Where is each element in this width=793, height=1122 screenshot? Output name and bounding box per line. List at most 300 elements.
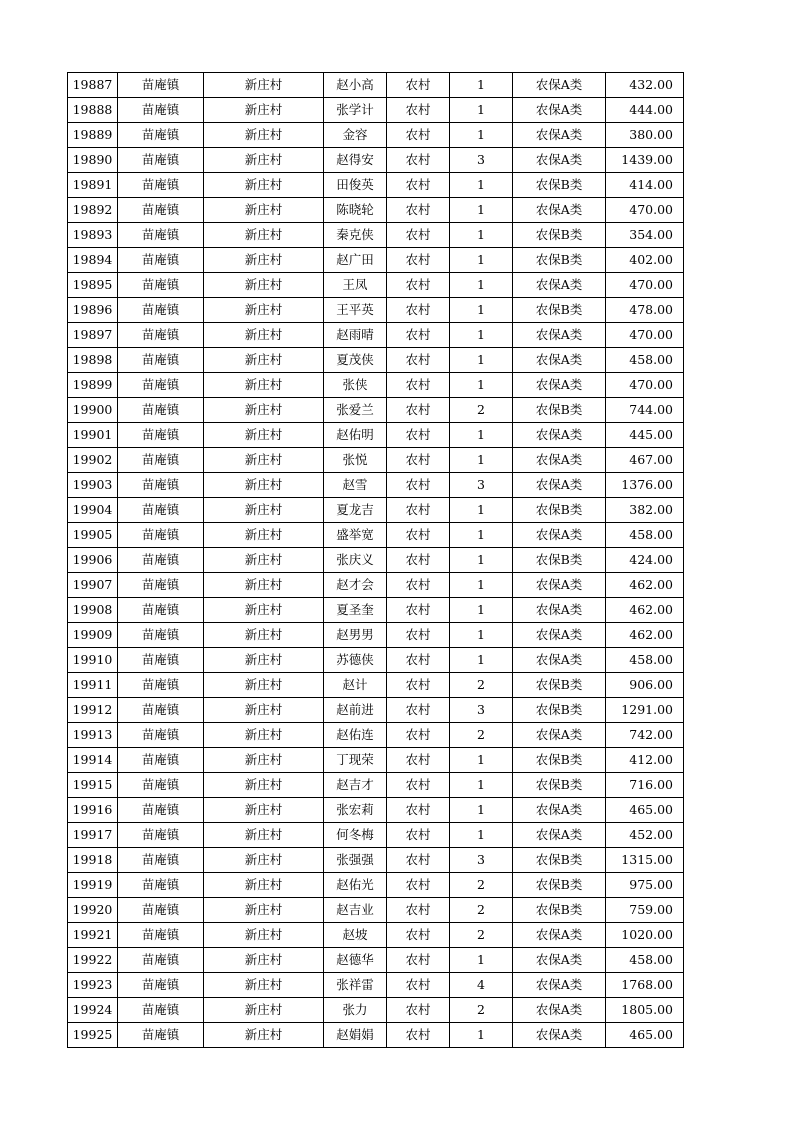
cell-amount: 462.00 [606,623,684,648]
table-row [68,148,684,173]
table-row [68,98,684,123]
table-row [68,823,684,848]
cell-id: 19890 [68,148,118,173]
table-row [68,523,684,548]
cell-town: 苗庵镇 [118,248,204,273]
cell-area: 农村 [387,523,450,548]
table-row [68,698,684,723]
cell-category: 农保A类 [513,73,606,98]
table-row [68,448,684,473]
cell-area: 农村 [387,673,450,698]
cell-area: 农村 [387,723,450,748]
cell-count: 1 [450,498,513,523]
cell-amount: 1020.00 [606,923,684,948]
cell-id: 19901 [68,423,118,448]
cell-category: 农保A类 [513,348,606,373]
cell-town: 苗庵镇 [118,448,204,473]
cell-area: 农村 [387,823,450,848]
cell-village: 新庄村 [204,348,324,373]
cell-count: 2 [450,398,513,423]
cell-area: 农村 [387,548,450,573]
cell-village: 新庄村 [204,673,324,698]
cell-id: 19914 [68,748,118,773]
cell-amount: 445.00 [606,423,684,448]
cell-count: 1 [450,573,513,598]
cell-amount: 412.00 [606,748,684,773]
cell-amount: 354.00 [606,223,684,248]
cell-village: 新庄村 [204,73,324,98]
cell-name: 赵佑明 [324,423,387,448]
cell-area: 农村 [387,323,450,348]
table-row [68,198,684,223]
cell-category: 农保A类 [513,573,606,598]
cell-count: 2 [450,923,513,948]
cell-id: 19898 [68,348,118,373]
cell-name: 王凤 [324,273,387,298]
cell-id: 19905 [68,523,118,548]
table-row [68,423,684,448]
cell-count: 2 [450,998,513,1023]
table-row [68,348,684,373]
cell-count: 2 [450,898,513,923]
cell-village: 新庄村 [204,423,324,448]
cell-village: 新庄村 [204,123,324,148]
cell-count: 2 [450,673,513,698]
cell-village: 新庄村 [204,473,324,498]
cell-area: 农村 [387,848,450,873]
cell-category: 农保B类 [513,548,606,573]
cell-id: 19907 [68,573,118,598]
cell-amount: 1805.00 [606,998,684,1023]
cell-area: 农村 [387,698,450,723]
cell-village: 新庄村 [204,923,324,948]
cell-count: 1 [450,348,513,373]
cell-village: 新庄村 [204,948,324,973]
cell-name: 张祥雷 [324,973,387,998]
cell-town: 苗庵镇 [118,773,204,798]
cell-amount: 470.00 [606,373,684,398]
table-row [68,173,684,198]
cell-amount: 380.00 [606,123,684,148]
cell-village: 新庄村 [204,898,324,923]
cell-count: 1 [450,948,513,973]
cell-amount: 458.00 [606,648,684,673]
cell-count: 1 [450,623,513,648]
cell-area: 农村 [387,248,450,273]
cell-category: 农保B类 [513,673,606,698]
cell-count: 3 [450,698,513,723]
cell-count: 3 [450,148,513,173]
cell-town: 苗庵镇 [118,698,204,723]
cell-area: 农村 [387,98,450,123]
cell-village: 新庄村 [204,173,324,198]
cell-amount: 465.00 [606,798,684,823]
cell-town: 苗庵镇 [118,523,204,548]
cell-village: 新庄村 [204,723,324,748]
cell-name: 赵佑光 [324,873,387,898]
cell-town: 苗庵镇 [118,798,204,823]
cell-id: 19891 [68,173,118,198]
cell-id: 19903 [68,473,118,498]
table-row [68,123,684,148]
cell-amount: 458.00 [606,523,684,548]
cell-amount: 424.00 [606,548,684,573]
cell-area: 农村 [387,748,450,773]
cell-name: 盛举宽 [324,523,387,548]
cell-village: 新庄村 [204,748,324,773]
cell-area: 农村 [387,773,450,798]
cell-town: 苗庵镇 [118,973,204,998]
table-row [68,748,684,773]
table-row [68,373,684,398]
cell-name: 赵佑连 [324,723,387,748]
cell-town: 苗庵镇 [118,98,204,123]
cell-amount: 458.00 [606,948,684,973]
table-row [68,623,684,648]
cell-id: 19902 [68,448,118,473]
cell-village: 新庄村 [204,598,324,623]
cell-amount: 470.00 [606,198,684,223]
cell-count: 1 [450,373,513,398]
cell-town: 苗庵镇 [118,148,204,173]
cell-town: 苗庵镇 [118,123,204,148]
cell-name: 赵雪 [324,473,387,498]
cell-name: 赵吉才 [324,773,387,798]
cell-amount: 470.00 [606,323,684,348]
cell-village: 新庄村 [204,773,324,798]
cell-village: 新庄村 [204,698,324,723]
cell-category: 农保A类 [513,373,606,398]
cell-id: 19912 [68,698,118,723]
cell-count: 1 [450,423,513,448]
cell-id: 19925 [68,1023,118,1048]
cell-area: 农村 [387,648,450,673]
cell-category: 农保A类 [513,923,606,948]
cell-area: 农村 [387,73,450,98]
cell-village: 新庄村 [204,623,324,648]
table-row [68,223,684,248]
cell-town: 苗庵镇 [118,423,204,448]
cell-category: 农保A类 [513,448,606,473]
cell-amount: 467.00 [606,448,684,473]
cell-name: 苏德侠 [324,648,387,673]
cell-village: 新庄村 [204,798,324,823]
cell-village: 新庄村 [204,248,324,273]
cell-category: 农保B类 [513,698,606,723]
cell-count: 1 [450,98,513,123]
cell-town: 苗庵镇 [118,998,204,1023]
table-row [68,648,684,673]
cell-id: 19887 [68,73,118,98]
cell-category: 农保A类 [513,998,606,1023]
cell-name: 赵德华 [324,948,387,973]
cell-name: 赵雨晴 [324,323,387,348]
cell-id: 19923 [68,973,118,998]
cell-amount: 759.00 [606,898,684,923]
cell-count: 1 [450,798,513,823]
cell-name: 张力 [324,998,387,1023]
cell-amount: 1768.00 [606,973,684,998]
cell-town: 苗庵镇 [118,948,204,973]
cell-id: 19917 [68,823,118,848]
cell-town: 苗庵镇 [118,748,204,773]
cell-village: 新庄村 [204,523,324,548]
table-row [68,548,684,573]
cell-town: 苗庵镇 [118,648,204,673]
cell-name: 赵得安 [324,148,387,173]
cell-category: 农保A类 [513,148,606,173]
cell-name: 张学计 [324,98,387,123]
cell-category: 农保A类 [513,823,606,848]
cell-village: 新庄村 [204,448,324,473]
table-row [68,398,684,423]
cell-count: 1 [450,823,513,848]
cell-id: 19894 [68,248,118,273]
table-body [68,73,684,1048]
cell-category: 农保A类 [513,198,606,223]
cell-count: 4 [450,973,513,998]
cell-category: 农保A类 [513,423,606,448]
cell-name: 夏龙吉 [324,498,387,523]
table-row [68,773,684,798]
cell-town: 苗庵镇 [118,623,204,648]
cell-name: 金容 [324,123,387,148]
cell-category: 农保B类 [513,173,606,198]
cell-area: 农村 [387,473,450,498]
table-row [68,573,684,598]
cell-town: 苗庵镇 [118,923,204,948]
cell-area: 农村 [387,1023,450,1048]
cell-id: 19899 [68,373,118,398]
cell-village: 新庄村 [204,373,324,398]
cell-name: 赵男男 [324,623,387,648]
cell-town: 苗庵镇 [118,173,204,198]
cell-town: 苗庵镇 [118,473,204,498]
cell-count: 1 [450,1023,513,1048]
cell-village: 新庄村 [204,273,324,298]
cell-amount: 478.00 [606,298,684,323]
cell-amount: 462.00 [606,598,684,623]
cell-category: 农保A类 [513,723,606,748]
cell-count: 1 [450,123,513,148]
cell-town: 苗庵镇 [118,898,204,923]
cell-name: 赵小高 [324,73,387,98]
cell-amount: 1376.00 [606,473,684,498]
cell-town: 苗庵镇 [118,873,204,898]
cell-amount: 470.00 [606,273,684,298]
cell-name: 夏圣奎 [324,598,387,623]
cell-town: 苗庵镇 [118,573,204,598]
cell-id: 19908 [68,598,118,623]
cell-id: 19889 [68,123,118,148]
cell-name: 王平英 [324,298,387,323]
table-row [68,948,684,973]
cell-category: 农保A类 [513,323,606,348]
cell-id: 19911 [68,673,118,698]
cell-id: 19921 [68,923,118,948]
cell-name: 赵计 [324,673,387,698]
cell-category: 农保B类 [513,748,606,773]
cell-id: 19896 [68,298,118,323]
cell-village: 新庄村 [204,648,324,673]
table-row [68,673,684,698]
cell-name: 陈晓轮 [324,198,387,223]
cell-town: 苗庵镇 [118,373,204,398]
cell-category: 农保B类 [513,298,606,323]
cell-count: 1 [450,198,513,223]
cell-count: 1 [450,548,513,573]
cell-category: 农保B类 [513,248,606,273]
cell-village: 新庄村 [204,973,324,998]
cell-id: 19922 [68,948,118,973]
cell-town: 苗庵镇 [118,598,204,623]
cell-name: 赵前进 [324,698,387,723]
cell-id: 19904 [68,498,118,523]
cell-count: 3 [450,473,513,498]
cell-id: 19910 [68,648,118,673]
cell-count: 1 [450,73,513,98]
table-row [68,898,684,923]
table-row [68,248,684,273]
cell-category: 农保A类 [513,973,606,998]
cell-amount: 452.00 [606,823,684,848]
table-row [68,1023,684,1048]
cell-count: 1 [450,323,513,348]
cell-town: 苗庵镇 [118,823,204,848]
table-row [68,723,684,748]
cell-count: 3 [450,848,513,873]
table-row [68,473,684,498]
cell-village: 新庄村 [204,223,324,248]
cell-category: 农保A类 [513,523,606,548]
cell-count: 1 [450,173,513,198]
cell-count: 1 [450,248,513,273]
cell-village: 新庄村 [204,323,324,348]
cell-id: 19924 [68,998,118,1023]
cell-town: 苗庵镇 [118,298,204,323]
cell-town: 苗庵镇 [118,323,204,348]
cell-name: 田俊英 [324,173,387,198]
data-table [67,72,684,1048]
cell-area: 农村 [387,223,450,248]
cell-area: 农村 [387,123,450,148]
cell-count: 1 [450,448,513,473]
cell-id: 19900 [68,398,118,423]
cell-amount: 1439.00 [606,148,684,173]
cell-count: 1 [450,223,513,248]
cell-village: 新庄村 [204,848,324,873]
cell-village: 新庄村 [204,298,324,323]
cell-name: 张强强 [324,848,387,873]
cell-amount: 742.00 [606,723,684,748]
table-row [68,298,684,323]
cell-area: 农村 [387,448,450,473]
cell-area: 农村 [387,573,450,598]
cell-village: 新庄村 [204,148,324,173]
cell-village: 新庄村 [204,198,324,223]
cell-id: 19893 [68,223,118,248]
cell-amount: 465.00 [606,1023,684,1048]
cell-town: 苗庵镇 [118,73,204,98]
cell-category: 农保B类 [513,398,606,423]
cell-area: 农村 [387,898,450,923]
cell-village: 新庄村 [204,998,324,1023]
cell-count: 1 [450,648,513,673]
cell-count: 1 [450,273,513,298]
table-row [68,873,684,898]
cell-town: 苗庵镇 [118,223,204,248]
cell-name: 何冬梅 [324,823,387,848]
cell-area: 农村 [387,148,450,173]
cell-town: 苗庵镇 [118,548,204,573]
cell-town: 苗庵镇 [118,398,204,423]
table-row [68,73,684,98]
cell-name: 张宏莉 [324,798,387,823]
cell-category: 农保B类 [513,848,606,873]
table-row [68,923,684,948]
cell-id: 19918 [68,848,118,873]
cell-village: 新庄村 [204,398,324,423]
cell-category: 农保A类 [513,598,606,623]
cell-id: 19916 [68,798,118,823]
cell-area: 农村 [387,923,450,948]
cell-name: 张爱兰 [324,398,387,423]
cell-category: 农保B类 [513,223,606,248]
cell-area: 农村 [387,173,450,198]
cell-id: 19915 [68,773,118,798]
cell-category: 农保A类 [513,623,606,648]
cell-name: 秦克侠 [324,223,387,248]
cell-town: 苗庵镇 [118,198,204,223]
cell-id: 19888 [68,98,118,123]
cell-id: 19909 [68,623,118,648]
cell-town: 苗庵镇 [118,1023,204,1048]
cell-village: 新庄村 [204,98,324,123]
table-row [68,798,684,823]
cell-area: 农村 [387,623,450,648]
cell-amount: 432.00 [606,73,684,98]
cell-name: 张悦 [324,448,387,473]
cell-town: 苗庵镇 [118,348,204,373]
cell-name: 夏茂侠 [324,348,387,373]
cell-amount: 382.00 [606,498,684,523]
cell-amount: 906.00 [606,673,684,698]
cell-count: 1 [450,523,513,548]
table-row [68,973,684,998]
cell-village: 新庄村 [204,548,324,573]
cell-amount: 458.00 [606,348,684,373]
table-row [68,498,684,523]
cell-category: 农保A类 [513,948,606,973]
cell-id: 19897 [68,323,118,348]
cell-amount: 1315.00 [606,848,684,873]
cell-category: 农保A类 [513,98,606,123]
cell-area: 农村 [387,348,450,373]
cell-id: 19919 [68,873,118,898]
cell-category: 农保A类 [513,273,606,298]
cell-town: 苗庵镇 [118,273,204,298]
cell-amount: 975.00 [606,873,684,898]
cell-town: 苗庵镇 [118,848,204,873]
cell-name: 赵娟娟 [324,1023,387,1048]
cell-area: 农村 [387,798,450,823]
cell-count: 2 [450,873,513,898]
table-row [68,848,684,873]
cell-count: 1 [450,773,513,798]
cell-category: 农保B类 [513,773,606,798]
cell-category: 农保A类 [513,648,606,673]
cell-amount: 414.00 [606,173,684,198]
